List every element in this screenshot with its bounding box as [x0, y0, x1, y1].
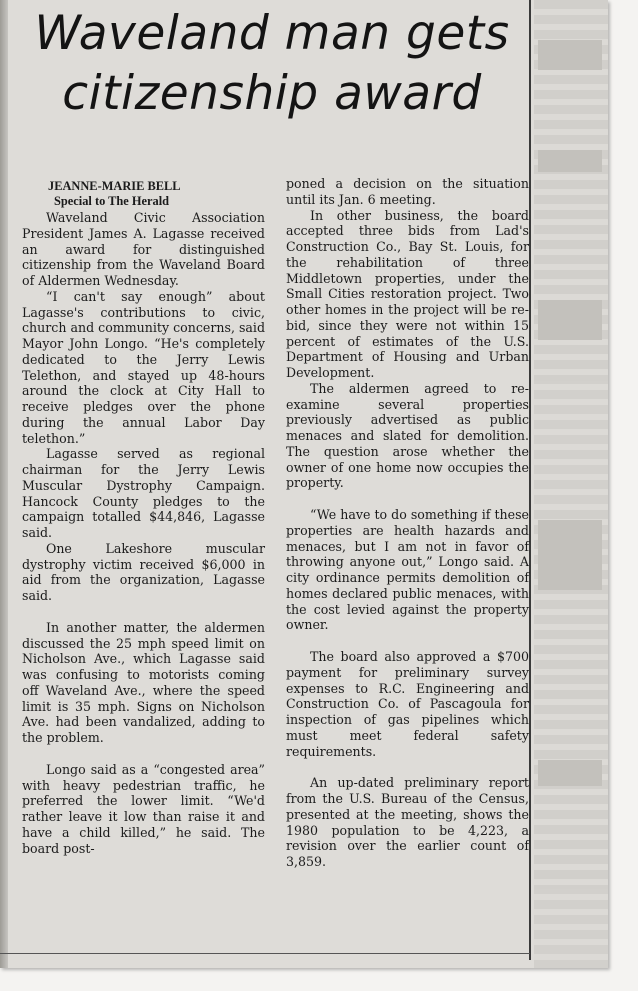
paragraph: “We have to do something if these properties are health hazards and menaces, but I am not in favor of throwing anyone out,” Longo said. A city ordinance permits demolition of homes declared public menaces, with the cost levied against the property owner. — [286, 507, 529, 633]
paragraph: Lagasse served as regional chairman for the Jerry Lewis Muscular Dystrophy Campaign. Hancock County pledges to the campaign totalled $44,846, Lagasse said. — [22, 446, 265, 540]
paragraph: poned a decision on the situation until its Jan. 6 meeting. — [286, 176, 529, 207]
paragraph: “I can't say enough” about Lagasse's contributions to civic, church and community concerns, said Mayor John Longo. “He's completely dedicated to the Jerry Lewis Telethon, and stayed up 48-hours around the clock at City Hall to receive pledges over the phone during the annual Labor Day telethon.” — [22, 288, 266, 446]
column-rule — [529, 0, 531, 960]
bottom-rule — [0, 953, 530, 954]
clipping-edge — [0, 0, 8, 968]
paragraph: The board also approved a $700 payment for preliminary survey expenses to R.C. Engineering and Construction Co. of Pascagoula for inspection of gas pipelines which must meet federal safety requirements. — [286, 649, 529, 759]
article-column-left — [22, 176, 265, 856]
headline: Waveland man gets citizenship award — [34, 6, 510, 121]
paragraph: Longo said as a “congested area” with heavy pedestrian traffic, he preferred the lower limit. “We'd rather leave it low than raise it and have a child killed,” he said. The board post- — [22, 761, 265, 856]
paragraph: One Lakeshore muscular dystrophy victim received $6,000 in aid from the organization, Lagasse said. — [22, 540, 265, 603]
paragraph: In other business, the board accepted three bids from Lad's Construction Co., Bay St. Louis, for the rehabilitation of three Middletown properties, under the Small Cities restoration project. Two other homes in the project will be re-bid, since they were not within 15 percent of estimates of the U.S. Department of Housing and Urban Development. — [286, 207, 529, 380]
adjacent-column-fragment — [534, 0, 608, 968]
byline-author: JEANNE-MARIE BELL — [48, 179, 181, 193]
paragraph: In another matter, the aldermen discussed the 25 mph speed limit on Nicholson Ave., which Lagasse said was confusing to motorists coming off Waveland Ave., where the speed limit is 35 mph. Signs on Nicholson Ave. had been vandalized, adding to the problem. — [22, 619, 265, 745]
paragraph: The aldermen agreed to re-examine several properties previously advertised as public menaces and slated for demolition. The question arose whether the owner of one home now occupies the property. — [286, 380, 529, 491]
paragraph: An up-dated preliminary report from the U.S. Bureau of the Census, presented at the meeting, shows the 1980 population to be 4,223, a revision over the earlier count of 3,859. — [286, 775, 529, 869]
byline — [22, 179, 265, 209]
byline-credit: Special to The Herald — [54, 194, 170, 208]
paragraph: Waveland Civic Association President James A. Lagasse received an award for distinguished citizenship from the Waveland Board of Aldermen Wednesday. — [22, 210, 265, 288]
article-column-right — [286, 176, 529, 870]
